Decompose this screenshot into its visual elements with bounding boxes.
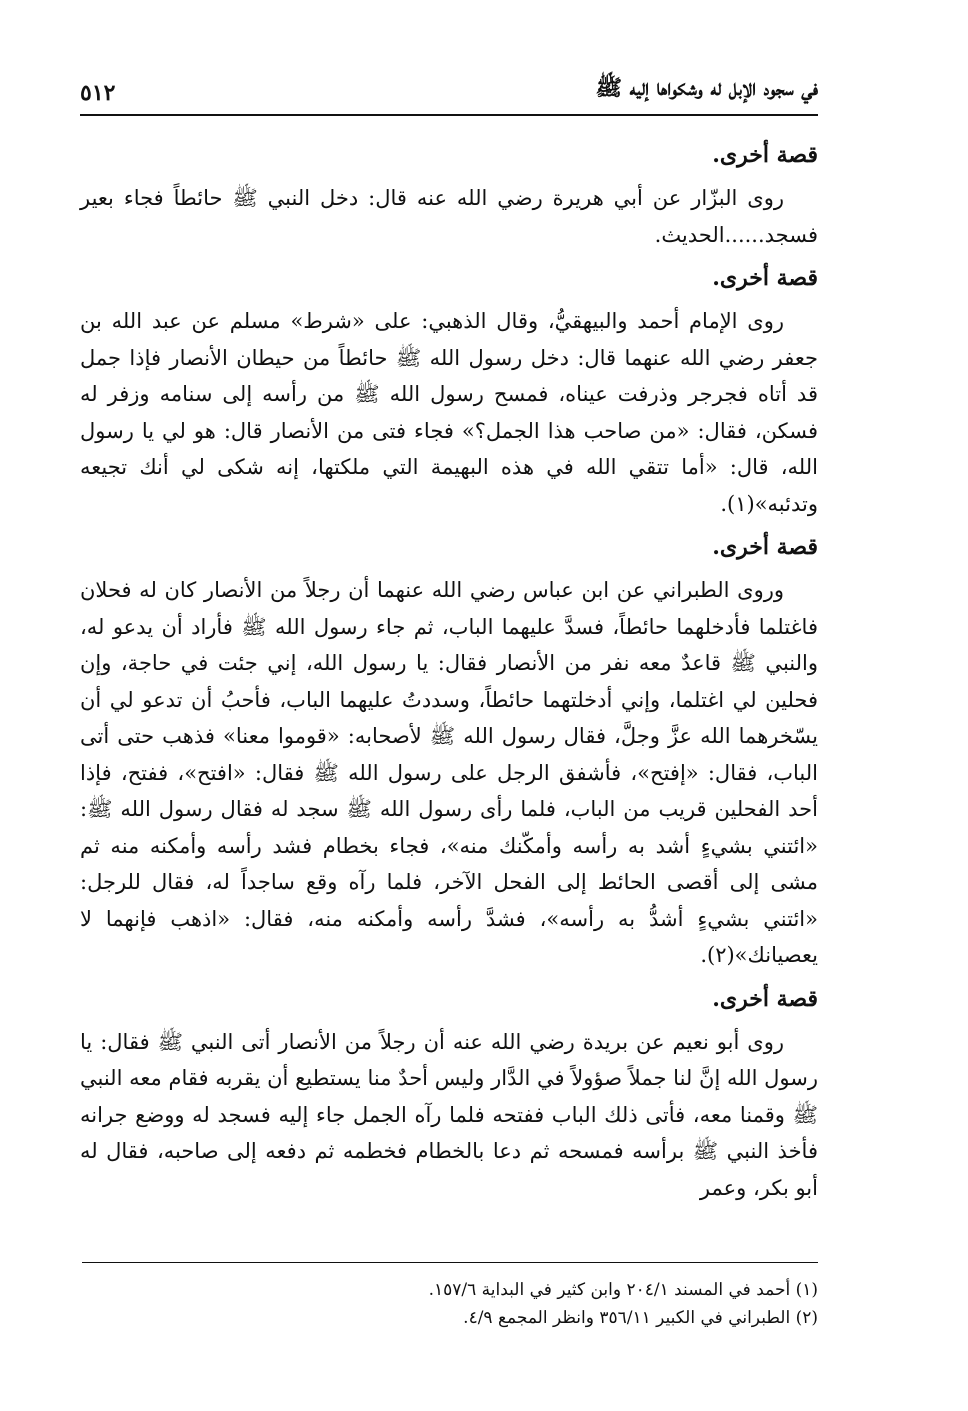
footnote: (٢) الطبراني في الكبير ٣٥٦/١١ وانظر المجمع ٤/٩. [463,1308,818,1328]
story-section [80,136,818,253]
paragraph: روى البزّار عن أبي هريرة رضي الله عنه قال: دخل النبي ﷺ حائطاً فجاء بعير فسجد......الحديث. [80,186,818,247]
running-header [80,70,818,116]
paragraph: وروى الطبراني عن ابن عباس رضي الله عنهما أن رجلاً من الأنصار كان له فحلان فاغتلما فأدخلهما حائطاً، فسدَّ عليهما الباب، ثم جاء رسول الله ﷺ فأراد أن يدعو له، والنبي ﷺ قاعدٌ معه نفر من الأنصار فقال: يا رسول الله، إني جئت في حاجة، وإن فحلين لي اغتلما، وإني أدخلتهما حائطاً، وسددتُ عليهما الباب، فأحبُ أن تدعو لي أن يسّخرهما الله عزَّ وجلَّ، فقال رسول الله ﷺ لأصحابه: «قوموا معنا» فذهب حتى أتى الباب، فقال: «إفتح»، فأشفق الرجل على رسول الله ﷺ فقال: «افتح»، ففتح، فإذا أحد الفحلين قريب من الباب، فلما رأى رسول الله ﷺ سجد له فقال رسول الله ﷺ: «ائتني بشيءٍ أشد به رأسه وأمكّنك منه»، فجاء بخطام فشد رأسه وأمكنه منه ثم مشى إلى أقصى الحائط إلى الفحل الآخر، فلما رآه وقع ساجداً له، فقال للرجل: «ائتني بشيءٍ أشدُّ به رأسه»، فشدَّ رأسه وأمكنه منه، فقال: «اذهب فإنهما لا يعصيانك»(٢). [80,578,818,967]
footnote-divider [82,1262,818,1263]
footnote: (١) أحمد في المسند ٢٠٤/١ وابن كثير في البداية ١٥٧/٦. [428,1280,818,1300]
page-number: ٥١٢ [80,80,116,106]
header-title: في سجود الإبل له وشكواها إليه ﷺ [595,75,818,101]
story-section [80,528,818,974]
paragraph: روى أبو نعيم عن بريدة رضي الله عنه أن رجلاً من الأنصار أتى النبي ﷺ فقال: يا رسول الله إنَّ لنا جملاً صؤولاً في الدَّار وليس أحدٌ منا يستطيع أن يقربه فقام معه النبي ﷺ وقمنا معه، فأتى ذلك الباب ففتحه فلما رآه الجمل جاء إليه فسجد له ووضع جرانه فأخذ النبي ﷺ برأسه فمسحه ثم دعا بالخطام فخطمه ثم دفعه إلى صاحبه، فقال له أبو بكر، وعمر [80,1029,818,1200]
section-heading: قصة أخرى. [712,985,818,1012]
story-section [80,259,818,522]
body-text [80,130,818,1212]
section-heading: قصة أخرى. [712,265,818,291]
section-heading: قصة أخرى. [712,534,818,560]
paragraph: روى الإمام أحمد والبيهقيُّ، وقال الذهبي: على «شرط» مسلم عن عبد الله بن جعفر رضي الله عنهما قال: دخل رسول الله ﷺ حائطاً من حيطان الأنصار فإذا جمل قد أتاه فجرجر وذرفت عيناه، فمسح رسول الله ﷺ من رأسه إلى سنامه وزفر له فسكن، فقال: «من صاحب هذا الجمل؟» فجاء فتى من الأنصار قال: هو لي يا رسول الله، قال: «أما تتقي الله في هذه البهيمة التي ملكتها، إنه شكى لي أنك تجيعه وتدئبه»(١). [80,309,818,516]
section-heading: قصة أخرى. [712,142,818,168]
footnotes [80,1276,818,1332]
story-section [80,980,818,1207]
